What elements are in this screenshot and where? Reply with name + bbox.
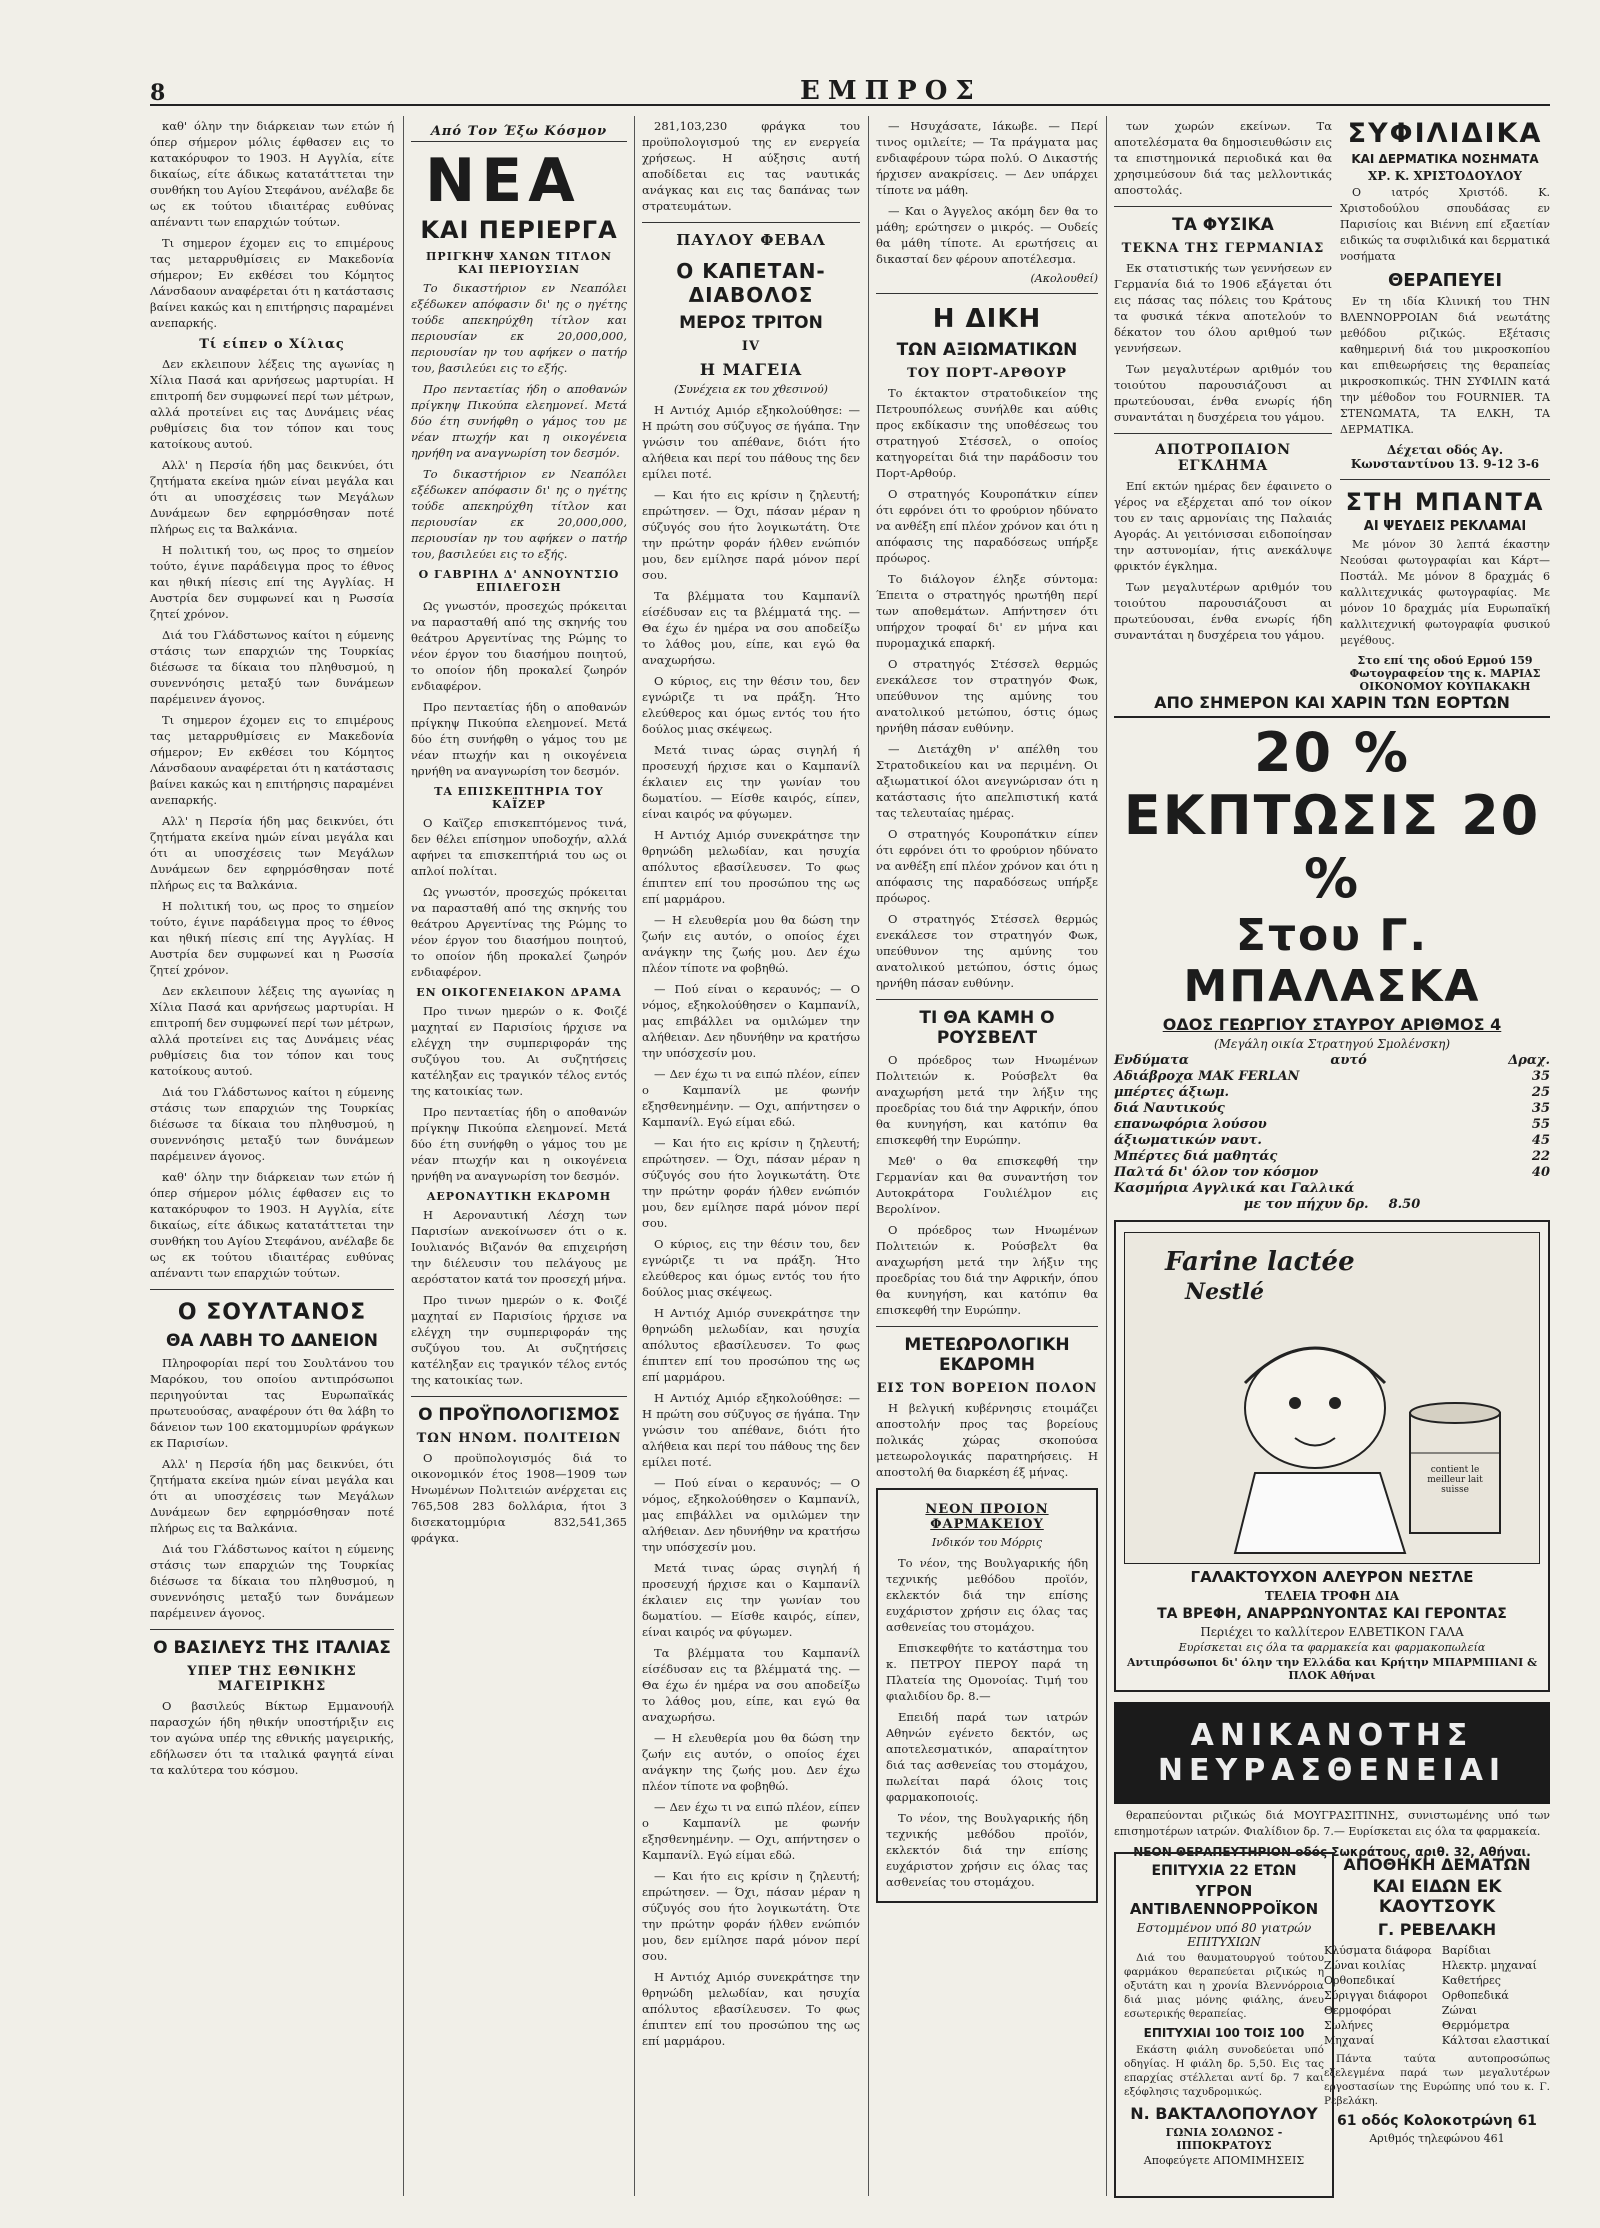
- article-text: Η Αντιόχ Αμιόρ συνεκράτησε την θρηνώδη μελωδίαν, και ησυχία απόλυτος εβασίλευσεν. Το φως έπιπτεν επί του προσώπου της ως επί μαρμάρου.: [642, 1306, 860, 1384]
- article-text: Μεθ' ο θα επισκεφθή την Γερμανίαν και θα συναντήση τον Αυτοκράτορα Γουλιέλμον εις Βερολίνον.: [876, 1154, 1098, 1216]
- article-text: Η Αντιόχ Αμιόρ εξηκολούθησε: — Η πρώτη σου σύζυγος σε ήγάπα. Την γνώσιν του απέθανε, διότι ήτο αλήθεια και περί του πάθους της δεν εμίλει ποτέ.: [642, 403, 860, 481]
- price-item: Αδιάβροχα ΜΑΚ FERLAN: [1114, 1069, 1300, 1084]
- price-header-item: Ενδύματα: [1114, 1053, 1189, 1068]
- nestle-text: Περιέχει το καλλίτερον ΕΛΒΕΤΙΚΟΝ ΓΑΛΑ: [1200, 1625, 1464, 1639]
- article-text: Ως γνωστόν, προσεχώς πρόκειται να παρασταθή από της σκηνής του θεάτρου Αργεντίνας της Ρώμης το νέον έργον του διασήμου ποιητού, το οποίον ήδη προκαλεί ζωηρόν ενδιαφέρον.: [411, 885, 627, 979]
- column-2: [411, 118, 627, 2198]
- article-text: Διά του Γλάδστωνος καίτοι η εύμενης στάσις των επαρχιών της Τουρκίας διέσωσε τα δίκαια του πληθυσμού, η συνεννόησις μεταξύ των δυνάμεων παρέμεινεν άγονος.: [150, 1542, 394, 1620]
- headline-natural-children-sub: ΤΕΚΝΑ ΤΗΣ ΓΕΡΜΑΝΙΑΣ: [1121, 241, 1325, 256]
- price-header-unit: αυτό: [1330, 1053, 1367, 1068]
- column-divider: [403, 116, 404, 2196]
- list-item: Κάλτσαι ελαστικαί: [1441, 2034, 1550, 2047]
- column-divider: [634, 116, 635, 2196]
- article-text: Η βελγική κυβέρνησις ετοιμάζει αποστολήν προς τας βορείους πολικάς χώρας σκοπούσα μετεωρολογικάς παρατηρήσεις. Η αποστολή θα διαρκέση έξ μήνας.: [876, 1401, 1098, 1479]
- headline: ΠΡΙΓΚΗΨ ΧΑΝΩΝ ΤΙΤΛΟΝ ΚΑΙ ΠΕΡΙΟΥΣΙΑΝ: [426, 250, 612, 276]
- column-5: [1114, 118, 1332, 653]
- list-item: Ορθοπεδικαί: [1324, 1974, 1396, 1987]
- headline-sultan: Ο ΣΟΥΛΤΑΝΟΣ: [177, 1300, 367, 1325]
- list-item: Θερμοφόραι: [1324, 2004, 1392, 2017]
- store-address: ΟΔΟΣ ΓΕΩΡΓΙΟΥ ΣΤΑΥΡΟΥ ΑΡΙΘΜΟΣ 4: [1162, 1015, 1502, 1034]
- store-name: Στου Γ. ΜΠΑΛΑΣΚΑ: [1183, 910, 1481, 1012]
- list-item: Ζώναι κοιλίας: [1324, 1959, 1406, 1972]
- article-text: Προ πενταετίας ήδη ο αποθανών πρίγκηψ Πικούπα ελεημονεί. Μετά δύο έτη συνήφθη ο γάμος του με νέαν πτωχήν και η οικογένεια ηρνήθη να αναγνωρίση τον δεσμόν.: [411, 700, 627, 778]
- nestle-illustration: [1124, 1232, 1540, 1564]
- section-kicker: Από Τον Έξω Κόσμον: [411, 124, 627, 142]
- ad-text: Επειδή παρά των ιατρών Αθηνών εγένετο δεκτόν, ως αποτελεσματικόν, απαραίτητον διά τας ασθενείας του στομάχου, πωλείται παρά όλοις τοις φαρμακοποιοίς.: [886, 1710, 1088, 1804]
- serial-continued-note: (Συνέχεια εκ του χθεσινού): [674, 383, 828, 396]
- price-row: [1114, 1149, 1550, 1164]
- impotence-ad-title-2: ΝΕΥΡΑΣΘΕΝΕΙΑΙ: [1157, 1753, 1507, 1788]
- to-be-continued: (Ακολουθεί): [1030, 272, 1098, 285]
- price-row: [1114, 1165, 1550, 1180]
- headline-king-sub: ΥΠΕΡ ΤΗΣ ΕΘΝΙΚΗΣ ΜΑΓΕΙΡΙΚΗΣ: [187, 1664, 357, 1694]
- ad-text: Επισκεφθήτε το κατάστημα του κ. ΠΕΤΡΟΥ ΠΕΡΟΥ παρά τη Πλατεία της Ομονοίας. Τιμή του φιαλιδίου δρ. 8.—: [886, 1641, 1088, 1703]
- article-text: — Και ήτο εις κρίσιν η ζηλευτή; επρώτησεν. — Όχι, πάσαν μέραν η σύζυγός σου ήτο λογικωτάτη. Ότε την πρώτην φοράν ήλθεν ενώπιόν μου, δεν εμίλησε παρά μόνον περί σου.: [642, 1869, 860, 1963]
- store-building: (Μεγάλη οικία Στρατηγού Σμολένσκη): [1213, 1037, 1451, 1051]
- article-text: Ο κύριος, εις την θέσιν του, δεν εγνώριζε τι να πράξη. Ήτο ελεύθερος και όμως εντός του ήτο δούλος μιας σκέψεως.: [642, 674, 860, 736]
- price-value: 55: [1531, 1117, 1550, 1132]
- impotence-ad-title: ΑΝΙΚΑΝΟΤΗΣ: [1190, 1718, 1474, 1753]
- article-text: Ο στρατηγός Κουροπάτκιν είπεν ότι εφρόνει ότι το φρούριον ηδύνατο να ανθέξη επί πλέον χρόνον και ότι η απόφασις της παραδόσεως υπήρξε πρόωρος.: [876, 487, 1098, 565]
- article-text: Προ τινων ημερών ο κ. Φοιζέ μαχηταί εν Παρισίοις ήρχισε να ελέγχη την συμπεριφοράν της συζύγου του. Αι συζητήσεις κατέληξαν εις τραγικόν τέλος εντός της κατοικίας των.: [411, 1293, 627, 1387]
- per-meter-row: [1114, 1197, 1550, 1212]
- list-item: Κλύσματα διάφορα: [1324, 1944, 1432, 1957]
- headline-trial-sub: ΤΩΝ ΑΞΙΩΜΑΤΙΚΩΝ: [896, 340, 1078, 360]
- article-text: Αλλ' η Περσία ήδη μας δεικνύει, ότι ζητήματα εκείνα ημών είναι μεγάλα και ότι αι υποσχέσεις των Μεγάλων Δυνάμεων δεν εφηρμόσθησαν ποτέ πλήρως εις τα Βαλκάνια.: [150, 458, 394, 536]
- list-item: Ηλεκτρ. μηχαναί: [1441, 1959, 1537, 1972]
- pharmacy-antiblennorrhoea-ad: [1114, 1852, 1334, 2198]
- article-text: Το διάλογον έληξε σύντομα: Έπειτα ο στρατηγός ηρωτήθη περί των αποθεμάτων. Απήντησεν ότι υπήρχον τροφαί δι' εν μήνα και πυρομαχικά επαρκή.: [876, 572, 1098, 650]
- price-item: μπέρτες άξιωμ.: [1114, 1085, 1230, 1100]
- column-3: [642, 118, 860, 2198]
- list-item: Ζώναι: [1441, 2004, 1477, 2017]
- price-list: [1114, 1069, 1550, 1196]
- article-text: — Πού είναι ο κεραυνός; — Ο νόμος, εξηκολούθησεν ο Καμπανίλ, μας επιβάλλει να ομιλώμεν την αλήθειαν. Δεν ηδυνήθην να κρατήσω την υπόσχεσίν μου.: [642, 982, 860, 1060]
- price-item: Παλτά δι' όλον τον κόσμον: [1114, 1165, 1319, 1180]
- price-header-price: Δραχ.: [1508, 1053, 1550, 1068]
- nestle-logo-text-2: Nestlé: [1185, 1279, 1265, 1305]
- impotence-ad-text: θεραπεύονται ριζικώς διά ΜΟΥΓΡΑΣΙΤΙΝΗΣ, συνιστωμένης υπό των επισημοτέρων ιατρών. Φιαλίδιον δρ. 7.— Ευρίσκεται εις όλα τα φαρμακεία.: [1114, 1809, 1550, 1838]
- ad-address: 61 οδός Κολοκοτρώνη 61: [1337, 2113, 1537, 2129]
- article-text: Αλλ' η Περσία ήδη μας δεικνύει, ότι ζητήματα εκείνα ημών είναι μεγάλα και ότι αι υποσχέσεις των Μεγάλων Δυνάμεων δεν εφηρμόσθησαν ποτέ πλήρως εις τα Βαλκάνια.: [150, 814, 394, 892]
- article-text: Τα βλέμματα του Καμπανίλ είσέδυσαν εις τα βλέμματά της. — Θα έχω έν ημέρα να σου αποδείξω το λάθος μου, είπε, και εγώ θα αναχωρήσω.: [642, 589, 860, 667]
- article-text: Πληροφορίαι περί του Σουλτάνου του Μαρόκου, του οποίου αντιπρόσωποι περιηγούνται τας Ευρωπαϊκάς πρωτευούσας, αναφέρουν ότι θα λάβη το δάνειον των 100 εκατομμυρίων φράγκων εκ Παρισίων.: [150, 1356, 394, 1450]
- article-text: Αλλ' η Περσία ήδη μας δεικνύει, ότι ζητήματα εκείνα ημών είναι μεγάλα και ότι αι υποσχέσεις των Μεγάλων Δυνάμεων δεν εφηρμόσθησαν ποτέ πλήρως εις τα Βαλκάνια.: [150, 1457, 394, 1535]
- article-text: Ο κύριος, εις την θέσιν του, δεν εγνώριζε τι να πράξη. Ήτο ελεύθερος και όμως εντός του ήτο δούλος μιας σκέψεως.: [642, 1237, 860, 1299]
- divider: [411, 1396, 627, 1397]
- ad-text: Εκάστη φιάλη συνοδεύεται υπό οδηγίας. Η φιάλη δρ. 5,50. Εις τας επαρχίας στέλλεται αντί δρ. 7 και εξόφλησις ταχυδρομικώς.: [1124, 2044, 1324, 2098]
- price-item: επανωφόρια λούσου: [1114, 1117, 1267, 1132]
- headline-budget: Ο ΠΡΟΫΠΟΛΟΓΙΣΜΟΣ: [418, 1405, 620, 1425]
- article-text: καθ' όλην την διάρκειαν των ετών ή όπερ σήμερον μόλις έφθασεν εις το κατακόρυφον το 1903. Η Αγγλία, είτε δικαίως, είτε άδικως κατατάττεται την συνθήκη του Αγίου Στεφάνου, ανέλαβε δε ως εκ τούτου ιδιαιτέρας ευθύνας απέναντι των επαρχιών τούτων.: [150, 1170, 394, 1280]
- article-text: Προ πενταετίας ήδη ο αποθανών πρίγκηψ Πικούπα ελεημονεί. Μετά δύο έτη συνήφθη ο γάμος του με νέαν πτωχήν και η οικογένεια ηρνήθη να αναγνωρίση τον δεσμόν.: [411, 382, 627, 460]
- headline-trial-sub2: ΤΟΥ ΠΟΡΤ-ΑΡΘΟΥΡ: [907, 366, 1067, 381]
- serial-part: ΜΕΡΟΣ ΤΡΙΤΟΝ: [679, 313, 823, 333]
- column-4: [876, 118, 1098, 2198]
- price-item: άξιωματικών ναυτ.: [1114, 1133, 1262, 1148]
- article-text: Ο στρατηγός Στέσσελ θερμώς ενεκάλεσε τον στρατηγόν Φωκ, υπεύθυνον της αμύνης του ανατολικού μετώπου, όστις όμως ηρνήθη πάσαν ευθύνην.: [876, 912, 1098, 990]
- headline-sultan-sub: ΘΑ ΛΑΒΗ ΤΟ ΔΑΝΕΙΟΝ: [165, 1331, 379, 1351]
- article-text: — Διετάχθη ν' απέλθη του Στρατοδικείου και να περιμένη. Οι αξιωματικοί όλοι ανεγνώρισαν ότι η κατάστασις ήτο απελπιστική κατά τας τελευταίας ημέρας.: [876, 742, 1098, 820]
- headline-crime: ΑΠΟΤΡΟΠΑΙΟΝ ΕΓΚΛΗΜΑ: [1154, 442, 1292, 474]
- price-row: [1114, 1117, 1550, 1132]
- ad-pharmacist: Ν. ΒΑΚΤΑΛΟΠΟΥΛΟΥ: [1130, 2104, 1318, 2123]
- per-meter-label: με τον πήχυν δρ.: [1243, 1197, 1369, 1212]
- headline-budget-sub: ΤΩΝ ΗΝΩΜ. ΠΟΛΙΤΕΙΩΝ: [416, 1431, 622, 1446]
- headline: ΕΝ ΟΙΚΟΓΕΝΕΙΑΚΟΝ ΔΡΑΜΑ: [416, 986, 622, 999]
- sale-banner: ΑΠΟ ΣΗΜΕΡΟΝ ΚΑΙ ΧΑΡΙΝ ΤΩΝ ΕΟΡΤΩΝ: [1114, 693, 1550, 718]
- serial-author: ΠΑΥΛΟΥ ΦΕΒΑΛ: [676, 231, 826, 249]
- list-item: Ορθοπεδικά: [1441, 1989, 1509, 2002]
- divider: [876, 293, 1098, 294]
- column-divider: [1106, 116, 1107, 2196]
- article-text: Προ πενταετίας ήδη ο αποθανών πρίγκηψ Πικούπα ελεημονεί. Μετά δύο έτη συνήφθη ο γάμος του με νέαν πτωχήν και η οικογένεια ηρνήθη να αναγνωρίση τον δεσμόν.: [411, 1105, 627, 1183]
- ad-address: Στο επί της οδού Ερμού 159 Φωτογραφείον της κ. ΜΑΡΙΑΣ ΟΙΚΟΝΟΜΟΥ ΚΟΥΠΑΚΑΚΗ: [1349, 654, 1541, 693]
- baby-with-tin-icon: [1125, 1233, 1541, 1563]
- article-text: Δεν εκλειπουν λέξεις της αγωνίας η Χίλια Πασά και αρνήσεως μαρτυρίαι. Η επιτροπή δεν συμφωνεί περί των μέτρων, αλλά προτείνει εις τας Δυνάμεις νέας ρυθμίσεις δια τον τόπον και τους κατοίκους αυτού.: [150, 984, 394, 1078]
- price-item: Μπέρτες διά μαθητάς: [1114, 1149, 1278, 1164]
- ad-subtitle: Εστομμένον υπό 80 γιατρών ΕΠΙΤΥΧΙΩΝ: [1136, 1921, 1312, 1949]
- ad-phone: Αριθμός τηλεφώνου 461: [1369, 2132, 1505, 2145]
- list-item: Σωλήνες: [1324, 2019, 1373, 2032]
- article-text: Ο Καϊζερ επισκεπτόμενος τινά, δεν θέλει επίσημον υποδοχήν, αλλά αφήνει τα επισκεπτήριά του ως οι απλοί πολίται.: [411, 816, 627, 878]
- per-meter-price: 8.50: [1388, 1197, 1421, 1212]
- price-value: 45: [1531, 1133, 1550, 1148]
- ad-syphilis-sub: ΚΑΙ ΔΕΡΜΑΤΙΚΑ ΝΟΣΗΜΑΤΑ: [1351, 152, 1539, 166]
- ad-title: ΑΠΟΘΗΚΗ ΔΕΜΑΤΩΝ: [1343, 1855, 1531, 1874]
- article-text: — Και ήτο εις κρίσιν η ζηλευτή; επρώτησεν. — Όχι, πάσαν μέραν η σύζυγός σου ήτο λογικωτάτη. Ότε την πρώτην φοράν ήλθεν ενώπιόν μου, δεν εμίλησε παρά μόνον περί σου.: [642, 488, 860, 582]
- article-text: 281,103,230 φράγκα του προϋπολογισμού της εν ενεργεία χρήσεως. Η αύξησις αυτή αποδίδεται εις τας ναυτικάς ανάγκας και εις τας δαπάνας των στρατευμάτων.: [642, 119, 860, 213]
- article-text: Τι σημερον έχομεν εις το επιμέρους τας μεταρρυθμίσεις εν Μακεδονία σήμερον; Εν εκθέσει του Κόμητος Λάνσδαουν αναφέρεται ότι η κατάστασις βαίνει κακώς και η επιτήρησις παραμένει ανεπαρκής.: [150, 236, 394, 330]
- article-text: Μετά τινας ώρας σιγηλή ή προσευχή ήρχισε και ο Καμπανίλ έκλαιεν εις την γωνίαν του δωματίου. — Είσθε καιρός, είπεν, είναι καιρός να φύγωμεν.: [642, 1561, 860, 1639]
- headline: ΤΑ ΕΠΙΣΚΕΠΤΗΡΙΑ ΤΟΥ ΚΑΪΖΕΡ: [434, 785, 604, 811]
- ad-address: Δέχεται οδός Αγ. Κωνσταντίνου 13. 9-12 3-6: [1350, 443, 1540, 471]
- serial-chapter-number: IV: [741, 339, 761, 354]
- article-text: Η Αντιόχ Αμιόρ συνεκράτησε την θρηνώδη μελωδίαν, και ησυχία απόλυτος εβασίλευσεν. Το φως έπιπτεν επί του προσώπου της ως επί μαρμάρου.: [642, 828, 860, 906]
- rubber-goods-ad: [1324, 1852, 1550, 2182]
- article-text: Ο βασιλεύς Βίκτωρ Εμμανουήλ παρασχών ήδη ηθικήν υποστήριξιν εις τον αγώνα υπέρ της εθνικής μαγειρικής, εδήλωσεν ότι τα ιταλικά φαγητά είναι τα καλύτερα του κόσμου.: [150, 1699, 394, 1777]
- article-text: Επί εκτών ημέρας δεν έφαινετο ο γέρος να εξέρχεται από τον οίκον του εν ταις αρμονίαις της Παλαιάς Αγοράς. Αι γειτόνισσαι ειδοποίησαν την αστυνομίαν, ήτις ανεκάλυψε φρικτόν έγκλημα.: [1114, 479, 1332, 573]
- article-text: Τα βλέμματα του Καμπανίλ είσέδυσαν εις τα βλέμματά της. — Θα έχω έν ημέρα να σου αποδείξω το λάθος μου, είπε, και εγώ θα αναχωρήσω.: [642, 1646, 860, 1724]
- list-item: Βαρίδιαι: [1441, 1944, 1491, 1957]
- list-item: Καθετήρες: [1441, 1974, 1501, 1987]
- headline-natural-children: ΤΑ ΦΥΣΙΚΑ: [1172, 215, 1274, 235]
- subheading: Τί είπεν ο Χίλιας: [199, 337, 345, 352]
- price-row: [1114, 1085, 1550, 1100]
- article-text: Ο στρατηγός Κουροπάτκιν είπεν ότι εφρόνει ότι το φρούριον ηδύνατο να ανθέξη επί πλέον χρόνον και ότι η απόφασις της παραδόσεως υπήρξε πρόωρος.: [876, 827, 1098, 905]
- ad-text: Το νέον, της Βουλγαρικής ήδη τεχνικής μεθόδου προϊόν, εκλεκτόν διά την επίσης ευχάριστον χρήσιν εις όλας τας ασθενείας του στομάχου.: [886, 1556, 1088, 1634]
- ad-subtitle: ΚΑΙ ΕΙΔΩΝ ΕΚ ΚΑΟΥΤΣΟΥΚ: [1372, 1877, 1502, 1917]
- divider: [1114, 433, 1332, 434]
- article-text: — Και ήτο εις κρίσιν η ζηλευτή; επρώτησεν. — Όχι, πάσαν μέραν η σύζυγός σου ήτο λογικωτάτη. Ότε την πρώτην φοράν ήλθεν ενώπιόν μου, δεν εμίλησε παρά μόνον περί σου.: [642, 1136, 860, 1230]
- article-text: Η πολιτική του, ως προς το σημείον τούτο, έγινε παράδειγμα προς το έθνος και ηθική πίεσις επί της Αγγλίας. Η Αυστρία δεν συμφωνεί και η Ρωσσία ζητεί χρόνον.: [150, 899, 394, 977]
- nestle-sub2: ΤΑ ΒΡΕΦΗ, ΑΝΑΡΡΩΝΥΟΝΤΑΣ ΚΑΙ ΓΕΡΟΝΤΑΣ: [1157, 1606, 1507, 1622]
- pharmacy-ad: [876, 1488, 1098, 1903]
- article-text: Ο προϋπολογισμός διά το οικονομικόν έτος 1908—1909 των Ηνωμένων Πολιτειών ανέρχεται εις 765,508 283 δολλάρια, ήτοι 3 δισεκατομμύρια 832,541,365 φράγκα.: [411, 1451, 627, 1545]
- article-text: Η Αντιόχ Αμιόρ συνεκράτησε την θρηνώδη μελωδίαν, και ησυχία απόλυτος εβασίλευσεν. Το φως έπιπτεν επί του προσώπου της ως επί μαρμάρου.: [642, 1970, 860, 2048]
- list-item: Θερμόμετρα: [1441, 2019, 1510, 2032]
- price-item: διά Ναυτικούς: [1114, 1101, 1225, 1116]
- article-text: καθ' όλην την διάρκειαν των ετών ή όπερ σήμερον μόλις έφθασεν εις το κατακόρυφον το 1903. Η Αγγλία, είτε δικαίως, είτε άδικως κατατάττεται την συνθήκη του Αγίου Στεφάνου, ανέλαβε δε ως εκ τούτου ιδιαιτέρας ευθύνας απέναντι των επαρχιών τούτων.: [150, 119, 394, 229]
- price-row: [1114, 1133, 1550, 1148]
- article-text: — Δεν έχω τι να ειπώ πλέον, είπεν ο Καμπανίλ με φωνήν εξησθενημένην. — Οχι, απήντησεν ο Καμπανίλ. Εγώ είμαι εδώ.: [642, 1067, 860, 1129]
- nestle-logo-text: Farine lactée: [1165, 1247, 1355, 1277]
- article-text: Προ τινων ημερών ο κ. Φοιζέ μαχηταί εν Παρισίοις ήρχισε να ελέγχη την συμπεριφοράν της συζύγου του. Αι συζητήσεις κατέληξαν εις τραγικόν τέλος εντός της κατοικίας των.: [411, 1004, 627, 1098]
- article-text: Το έκτακτον στρατοδικείον της Πετρουπόλεως συνήλθε και αύθις προς εκδίκασιν της υποθέσεως του στρατηγού Στέσσελ, ο οποίος κατηγορείται διά την παράδοσιν του Πορτ-Αρθούρ.: [876, 386, 1098, 480]
- divider: [1340, 479, 1550, 480]
- article-text: Το δικαστήριον εν Νεαπόλει εξέδωκεν απόφασιν δι' ης ο ηγέτης τούδε απεκηρύχθη τίτλον και περιουσίαν εκ 20,000,000, περιουσίαν ην του αφήκεν ο πατήρ του, βασιλεύει εις το εξής.: [411, 467, 627, 561]
- newspaper-title: ΕΜΠΡΟΣ: [800, 76, 982, 106]
- price-value: 40: [1531, 1165, 1550, 1180]
- discount-promo: 20 % ΕΚΠΤΩΣΙΣ 20 %: [1123, 721, 1541, 910]
- ad-photo-title: ΣΤΗ ΜΠΑΝΤΑ: [1345, 488, 1545, 516]
- impotence-ad-address: ΝΕΟΝ ΘΕΡΑΠΕΥΤΗΡΙΟΝ οδός Σωκράτους, αριθ. 32, Αθήναι.: [1133, 1845, 1531, 1859]
- items-left: [1324, 1943, 1432, 2048]
- price-row: [1114, 1101, 1550, 1116]
- ad-corner: ΓΩΝΙΑ ΣΟΛΩΝΟΣ - ΙΠΠΟΚΡΑΤΟΥΣ: [1165, 2126, 1283, 2152]
- headline-king: Ο ΒΑΣΙΛΕΥΣ ΤΗΣ ΙΤΑΛΙΑΣ: [153, 1638, 391, 1658]
- page-number: 8: [150, 80, 166, 106]
- nestle-agents: Αντιπρόσωποι δι' όλην την Ελλάδα και Κρήτην ΜΠΑΡΜΠΙΑΝΙ & ΠΛΟΚ Αθήναι: [1126, 1656, 1538, 1682]
- items-list: [1324, 1943, 1550, 2048]
- divider: [876, 999, 1098, 1000]
- divider: [642, 222, 860, 223]
- article-text: Των μεγαλυτέρων αριθμόν του τοιούτου παρουσιάζουσι αι πρωτεύουσαι, ένθα ενωρίς ήδη συναντάται η δυσχέρεια του γάμου.: [1114, 362, 1332, 424]
- ad-success-years: ΕΠΙΤΥΧΙΑ 22 ΕΤΩΝ: [1151, 1863, 1297, 1879]
- price-row: [1114, 1181, 1550, 1196]
- ad-success-rate: ΕΠΙΤΥΧΙΑΙ 100 ΤΟΙΣ 100: [1143, 2026, 1305, 2040]
- ad-therapeuei: ΘΕΡΑΠΕΥΕΙ: [1387, 270, 1503, 291]
- article-text: Δεν εκλειπουν λέξεις της αγωνίας η Χίλια Πασά και αρνήσεως μαρτυρίαι. Η επιτροπή δεν συμφωνεί περί των μέτρων, αλλά προτείνει εις τας Δυνάμεις νέας ρυθμίσεις δια τον τόπον και τους κατοίκους αυτού.: [150, 357, 394, 451]
- price-value: 22: [1531, 1149, 1550, 1164]
- article-text: Διά του Γλάδστωνος καίτοι η εύμενης στάσις των επαρχιών της Τουρκίας διέσωσε τα δίκαια του πληθυσμού, η συνεννόησις μεταξύ των δυνάμεων παρέμεινεν άγονος.: [150, 628, 394, 706]
- column-6: [1340, 118, 1550, 693]
- divider: [876, 1326, 1098, 1327]
- article-text: — Πού είναι ο κεραυνός; — Ο νόμος, εξηκολούθησεν ο Καμπανίλ, μας επιβάλλει να ομιλώμεν την αλήθειαν. Δεν ηδυνήθην να κρατήσω την υπόσχεσίν μου.: [642, 1476, 860, 1554]
- nestle-sub: ΤΕΛΕΙΑ ΤΡΟΦΗ ΔΙΑ: [1264, 1589, 1400, 1603]
- ad-text: Με μόνον 30 λεπτά έκαστην Νεούσαι φωτογραφίαι και Κάρτ—Ποστάλ. Με μόνον 8 δραχμάς 6 καλλιτεχνικάς φωτογραφίας. Με μόνον 10 δραχμάς μία Ευρωπαϊκή καλλιτεχνική φωτογραφία φυσικού μεγέθους.: [1340, 538, 1550, 647]
- column-1: [150, 118, 394, 2198]
- list-item: Μηχαναί: [1324, 2034, 1375, 2047]
- ad-text: Το νέον, της Βουλγαρικής ήδη τεχνικής μεθόδου προϊόν, εκλεκτόν διά την επίσης ευχάριστον χρήσιν εις όλας τας ασθενείας του στομάχου.: [886, 1811, 1088, 1889]
- ad-photo-sub: ΑΙ ΨΕΥΔΕΙΣ ΡΕΚΛΑΜΑΙ: [1363, 519, 1527, 534]
- article-text: — Η ελευθερία μου θα δώση την ζωήν εις αυτόν, ο οποίος έχει ανάγκην της ζωής μου. Δεν έχω πλέον τίποτε να φοβηθώ.: [642, 1731, 860, 1793]
- article-text: — Και ο Άγγελος ακόμη δεν θα το μάθη; ερώτησεν ο μικρός. — Ουδείς θα μάθη τίποτε. Αι ερωτήσεις αι δικασταί δεν φέρουν αποτέλεσμα.: [876, 204, 1098, 266]
- headline-meteo-sub: ΕΙΣ ΤΟΝ ΒΟΡΕΙΟΝ ΠΟΛΟΝ: [876, 1381, 1098, 1396]
- tin-label: contient le meilleur lait suisse: [1427, 1465, 1483, 1495]
- ad-title: ΥΓΡΟΝ ΑΝΤΙΒΛΕΝΝΟΡΡΟΪΚΟΝ: [1129, 1882, 1319, 1918]
- article-text: Ο στρατηγός Στέσσελ θερμώς ενεκάλεσε τον στρατηγόν Φωκ, υπεύθυνον της αμύνης του ανατολικού μετώπου, όστις όμως ηρνήθη πάσαν ευθύνην.: [876, 657, 1098, 735]
- ad-owner: Γ. ΡΕΒΕΛΑΚΗ: [1377, 1920, 1497, 1939]
- article-text: Η πολιτική του, ως προς το σημείον τούτο, έγινε παράδειγμα προς το έθνος και ηθική πίεσις επί της Αγγλίας. Η Αυστρία δεν συμφωνεί και η Ρωσσία ζητεί χρόνον.: [150, 543, 394, 621]
- article-text: — Ησυχάσατε, Ιάκωβε. — Περί τινος ομιλείτε; — Τα πράγματα μας ενδιαφέρουν τώρα πολύ. Ο Δικαστής ήρχισεν ανακρίσεις. — Δεν υπάρχει τίποτε να μάθη.: [876, 119, 1098, 197]
- nestle-ad: [1114, 1220, 1550, 1692]
- serial-chapter-title: Η ΜΑΓΕΙΑ: [699, 360, 803, 379]
- article-text: — Δεν έχω τι να ειπώ πλέον, είπεν ο Καμπανίλ με φωνήν εξησθενημένην. — Οχι, απήντησεν ο Καμπανίλ. Εγώ είμαι εδώ.: [642, 1800, 860, 1862]
- divider: [1114, 206, 1332, 207]
- nestle-text: Ευρίσκεται εις όλα τα φαρμακεία και φαρμακοπωλεία: [1178, 1641, 1486, 1654]
- article-text: Η Αντιόχ Αμιόρ εξηκολούθησε: — Η πρώτη σου σύζυγος σε ήγάπα. Την γνώσιν του απέθανε, διότι ήτο αλήθεια και περί του πάθους της δεν εμίλει ποτέ.: [642, 1391, 860, 1469]
- headline: ΑΕΡΟΝΑΥΤΙΚΗ ΕΚΔΡΟΜΗ: [426, 1190, 612, 1203]
- article-text: Ως γνωστόν, προσεχώς πρόκειται να παρασταθή από της σκηνής του θεάτρου Αργεντίνας της Ρώμης το νέον έργον του διασήμου ποιητού, το οποίον ήδη προκαλεί ζωηρόν ενδιαφέρον.: [411, 599, 627, 693]
- ad-text: Εν τη ιδία Κλινική του ΤΗΝ ΒΛΕΝΝΟΡΡΟΙΑΝ διά νεωτάτης μεθόδου ριζικώς. Εξέτασις καθημερινή διά του μικροσκοπίου και επιθεωρήσεις της θεραπείας μικροσκοπικώς. ΤΗΝ ΣΥΦΙΛΙΝ κατά την μέθοδον του FOURNIER. ΤΑ ΣΤΕΝΩΜΑΤΑ, ΤΑ ΕΛΚΗ, ΤΑ ΔΕΡΜΑΤΙΚΑ.: [1340, 295, 1550, 436]
- article-text: Εκ στατιστικής των γεννήσεων εν Γερμανία διά το 1906 εξάγεται ότι εις πάσας τας πόλεις του Κράτους τα φυσικά τέκνα αποτελούν το δέκατον του όλου αριθμού των γεννήσεων.: [1114, 261, 1332, 355]
- article-text: Μετά τινας ώρας σιγηλή ή προσευχή ήρχισε και ο Καμπανίλ έκλαιεν εις την γωνίαν του δωματίου. — Είσθε καιρός, είπεν, είναι καιρός να φύγωμεν.: [642, 743, 860, 821]
- price-value: 25: [1531, 1085, 1550, 1100]
- article-text: Η Αεροναυτική Λέσχη των Παρισίων ανεκοίνωσεν ότι ο κ. Ιουλιανός Βιζανόν θα επιχειρήση την διέλευσιν του πελάγους με αερόστατον κατά τον προσεχή μήνα.: [411, 1208, 627, 1286]
- column-divider: [868, 116, 869, 2196]
- divider: [150, 1289, 394, 1290]
- items-right: [1442, 1943, 1550, 2048]
- article-text: Ο πρόεδρος των Ηνωμένων Πολιτειών κ. Ρούσβελτ θα αναχωρήση μετά την λήξιν της προεδρίας του διά την Αφρικήν, όπου θα κυνηγήση, και κατόπιν θα επισκεφθή την Ευρώπην.: [876, 1223, 1098, 1317]
- ad-doctor-name: ΧΡ. Κ. ΧΡΙΣΤΟΔΟΥΛΟΥ: [1368, 169, 1522, 183]
- ad-syphilis-title: ΣΥΦΙΛΙΔΙΚΑ: [1347, 118, 1543, 149]
- article-text: Τι σημερον έχομεν εις το επιμέρους τας μεταρρυθμίσεις εν Μακεδονία σήμερον; Εν εκθέσει του Κόμητος Λάνσδαουν αναφέρεται ότι η κατάστασις βαίνει κακώς και η επιτήρησις παραμένει ανεπαρκής.: [150, 713, 394, 807]
- ad-text: Ο ιατρός Χριστόδ. Κ. Χριστοδούλου σπουδάσας εν Παρισίοις και Βιέννη επί εξαετίαν ειδικώς τα συφιλιδικά και δερματικά νοσήματα: [1340, 186, 1550, 263]
- article-text: Το δικαστήριον εν Νεαπόλει εξέδωκεν απόφασιν δι' ης ο ηγέτης τούδε απεκηρύχθη τίτλον και περιουσίαν εκ 20,000,000, περιουσίαν ην του αφήκεν ο πατήρ του, βασιλεύει εις το εξής.: [411, 281, 627, 375]
- price-item: Κασμήρια Αγγλικά και Γαλλικά: [1114, 1181, 1355, 1196]
- ad-subtitle: Ινδικόν του Μόρρις: [931, 1536, 1043, 1549]
- ad-title: ΝΕΟΝ ΠΡΟΙΟΝ ΦΑΡΜΑΚΕΙΟΥ: [925, 1502, 1049, 1532]
- serial-title: Ο ΚΑΠΕΤΑΝ-ΔΙΑΒΟΛΟΣ: [676, 259, 826, 307]
- headline-meteo: ΜΕΤΕΩΡΟΛΟΓΙΚΗ ΕΚΔΡΟΜΗ: [904, 1335, 1070, 1375]
- ad-text: Πάντα ταύτα αυτοπροσώπως εξελεγμένα παρά των μεγαλυτέρων εργοστασίων της Ευρώπης υπό του κ. Γ. Ρεβελάκη.: [1324, 2053, 1550, 2107]
- article-text: των χωρών εκείνων. Τα αποτελέσματα θα δημοσιευθώσιν εις τα επιστημονικά περιοδικά και θα χρησιμεύσουν διά τας μελλοντικάς αποστολάς.: [1114, 119, 1332, 197]
- masthead: [150, 76, 1550, 106]
- price-row: [1114, 1069, 1550, 1084]
- ad-warning: Αποφεύγετε ΑΠΟΜΙΜΗΣΕΙΣ: [1143, 2154, 1305, 2167]
- price-header: [1114, 1053, 1550, 1068]
- article-text: Των μεγαλυτέρων αριθμόν του τοιούτου παρουσιάζουσι αι πρωτεύουσαι, ένθα ενωρίς ήδη συναντάται η δυσχέρεια του γάμου.: [1114, 580, 1332, 642]
- nestle-headline: ΓΑΛΑΚΤΟΥΧΟΝ ΑΛΕΥΡΟΝ ΝΕΣΤΛΕ: [1190, 1568, 1474, 1586]
- divider: [150, 1629, 394, 1630]
- article-text: Διά του Γλάδστωνος καίτοι η εύμενης στάσις των επαρχιών της Τουρκίας διέσωσε τα δίκαια του πληθυσμού, η συνεννόησις μεταξύ των δυνάμεων παρέμεινεν άγονος.: [150, 1085, 394, 1163]
- price-value: 35: [1531, 1069, 1550, 1084]
- headline: Ο ΓΑΒΡΙΗΛ Δ' ΑΝΝΟΥΝΤΣΙΟ ΕΠΙΛΕΓΟΣΗ: [418, 568, 620, 594]
- price-value: 35: [1531, 1101, 1550, 1116]
- headline-trial: Η ΔΙΚΗ: [932, 304, 1042, 334]
- section-subtitle: ΚΑΙ ΠΕΡΙΕΡΓΑ: [420, 216, 618, 244]
- section-title-nea: ΝΕΑ: [425, 146, 581, 216]
- ad-text: Διά του θαυματουργού τούτου φαρμάκου θεραπεύεται ριζικώς η οξυτάτη και η χρονία Βλεννόρροια διά μιας μόνης φιάλης, άνευ εσωτερικής θεραπείας.: [1124, 1952, 1324, 2020]
- impotence-ad-banner: [1114, 1702, 1550, 1804]
- headline-roosevelt: ΤΙ ΘΑ ΚΑΜΗ Ο ΡΟΥΣΒΕΛΤ: [919, 1008, 1055, 1048]
- article-text: Ο πρόεδρος των Ηνωμένων Πολιτειών κ. Ρούσβελτ θα αναχωρήση μετά την λήξιν της προεδρίας του διά την Αφρικήν, όπου θα κυνηγήση, και κατόπιν θα επισκεφθή την Ευρώπην.: [876, 1053, 1098, 1147]
- list-item: Σύριγγαι διάφοροι: [1324, 1989, 1428, 2002]
- article-text: — Η ελευθερία μου θα δώση την ζωήν εις αυτόν, ο οποίος έχει ανάγκην της ζωής μου. Δεν έχω πλέον τίποτε να φοβηθώ.: [642, 913, 860, 975]
